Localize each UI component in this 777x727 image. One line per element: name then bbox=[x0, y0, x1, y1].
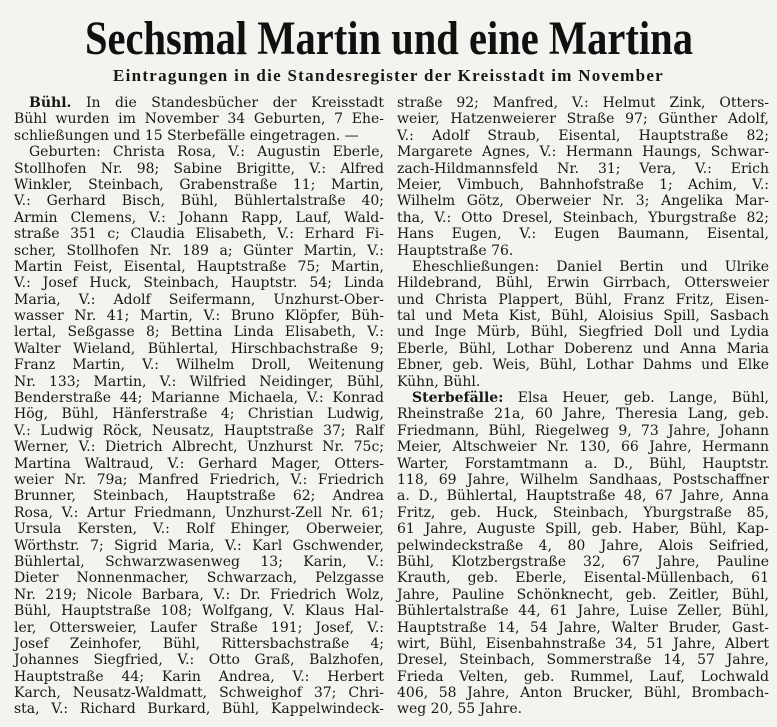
line-text: V.: Josef Huck, Steinbach, Hauptstr. 54; Linda bbox=[14, 275, 384, 292]
text-line bbox=[14, 423, 384, 439]
line-text: Dresel, Steinbach, Sommerstraße 14, 57 Jahre, bbox=[397, 652, 769, 669]
text-line bbox=[397, 177, 769, 193]
line-text: weg 20, 55 Jahre. bbox=[397, 701, 523, 718]
line-text: Elsa Heuer, geb. Lange, Bühl, bbox=[517, 390, 770, 407]
line-text: Hauptstraße 44; Karin Andrea, V.: Herbert bbox=[14, 668, 384, 685]
text-line bbox=[397, 226, 769, 242]
line-text: 61 Jahre, Auguste Spill, geb. Haber, Bühl, Kap- bbox=[397, 521, 769, 538]
text-line bbox=[14, 374, 384, 390]
line-text: sta, V.: Richard Burkard, Bühl, Kappelwindeck- bbox=[14, 701, 384, 718]
text-line bbox=[397, 554, 769, 570]
paragraph bbox=[14, 144, 384, 718]
text-line bbox=[397, 488, 769, 504]
text-line bbox=[397, 243, 769, 259]
text-line bbox=[397, 620, 769, 636]
text-line bbox=[14, 161, 384, 177]
line-text: Margarete Agnes, V.: Hermann Haungs, Schwar- bbox=[397, 144, 769, 161]
line-text: Rosa, V.: Artur Friedmann, Unzhurst-Zell Nr. 61; bbox=[14, 504, 384, 521]
line-text: Bühlertalstraße 44, 61 Jahre, Luise Zeller, Bühl, bbox=[397, 603, 769, 620]
text-line bbox=[14, 652, 384, 668]
text-line bbox=[397, 357, 769, 373]
text-line bbox=[397, 570, 769, 586]
line-text: Ursula Kersten, V.: Rolf Ehinger, Oberweier, bbox=[14, 521, 384, 538]
line-text: Geburten: Christa Rosa, V.: Augustin Eberle, bbox=[29, 144, 384, 161]
line-text: Meier, Vimbuch, Bahnhofstraße 1; Achim, V.: bbox=[397, 176, 769, 193]
line-text: Nr. 219; Nicole Barbara, V.: Dr. Friedrich Wolz, bbox=[14, 586, 384, 603]
text-line bbox=[14, 357, 384, 373]
line-text: ler, Ottersweier, Laufer Straße 191; Josef, V.: bbox=[14, 619, 384, 636]
text-line bbox=[397, 472, 769, 488]
line-text: 118, 69 Jahre, Wilhelm Sandhaas, Postschaffner bbox=[397, 471, 769, 488]
line-text: V.: Adolf Straub, Eisental, Hauptstraße 82; bbox=[397, 127, 769, 144]
line-text: Hildebrand, Bühl, Erwin Girrbach, Ottersweier bbox=[397, 275, 769, 292]
line-text: Ebner, geb. Weis, Bühl, Lothar Dahms und Elke bbox=[397, 357, 769, 374]
text-line bbox=[397, 111, 769, 127]
text-line bbox=[397, 259, 769, 275]
line-text: tha, V.: Otto Dresel, Steinbach, Yburgstraße 82; bbox=[397, 209, 769, 226]
text-line bbox=[14, 390, 384, 406]
text-line bbox=[14, 243, 384, 259]
line-text: Rheinstraße 21a, 60 Jahre, Theresia Lang, geb. bbox=[397, 406, 769, 423]
line-text: Brunner, Steinbach, Hauptstraße 62; Andrea bbox=[14, 488, 384, 505]
line-text: Dieter Nonnenmacher, Schwarzach, Pelzgasse bbox=[14, 570, 384, 587]
line-text: und Christa Plappert, Bühl, Franz Fritz, Eisen- bbox=[397, 291, 769, 308]
text-line bbox=[14, 259, 384, 275]
text-line bbox=[397, 95, 769, 111]
text-line bbox=[397, 144, 769, 160]
line-text: wasser Nr. 41; Martin, V.: Bruno Klöpfer, Büh- bbox=[14, 308, 384, 325]
line-text: Warter, Forstamtmann a. D., Bühl, Hauptstr. bbox=[397, 455, 769, 472]
line-text: Hög, Bühl, Hänferstraße 4; Christian Ludwig, bbox=[14, 406, 384, 423]
line-text: Franz Martin, V.: Wilhelm Droll, Weitenung bbox=[14, 357, 384, 374]
text-line bbox=[14, 554, 384, 570]
line-text: zach-Hildmannsfeld Nr. 31; Vera, V.: Erich bbox=[397, 160, 769, 177]
text-line bbox=[14, 538, 384, 554]
text-line bbox=[14, 620, 384, 636]
text-line bbox=[397, 603, 769, 619]
text-line bbox=[397, 193, 769, 209]
line-text: Wörthstr. 7; Sigrid Maria, V.: Karl Gschwender, bbox=[14, 537, 384, 554]
text-line bbox=[14, 669, 384, 685]
text-line bbox=[397, 341, 769, 357]
headline-row bbox=[0, 12, 777, 66]
line-text: Friedmann, Bühl, Riegelweg 9, 73 Jahre, Johann bbox=[397, 422, 769, 439]
text-line bbox=[14, 456, 384, 472]
text-line bbox=[397, 161, 769, 177]
line-text: Nr. 133; Martin, V.: Wilfried Neidinger, Bühl, bbox=[14, 373, 384, 390]
line-text: Hauptstraße 76. bbox=[397, 242, 514, 259]
line-text: Armin Clemens, V.: Johann Rapp, Lauf, Wald- bbox=[14, 209, 384, 226]
line-text: schließungen und 15 Sterbefälle eingetragen. — bbox=[14, 127, 359, 144]
text-line bbox=[14, 488, 384, 504]
text-line bbox=[14, 587, 384, 603]
line-text: a. D., Bühlertal, Hauptstraße 48, 67 Jahre, Anna bbox=[397, 488, 769, 505]
line-text: Eheschließungen: Daniel Bertin und Ulrike bbox=[412, 258, 769, 275]
text-line bbox=[14, 292, 384, 308]
line-text: 406, 58 Jahre, Anton Brucker, Bühl, Brombach- bbox=[397, 685, 769, 702]
line-text: weier Nr. 79a; Manfred Friedrich, V.: Friedrich bbox=[14, 471, 384, 488]
line-text: V.: Gerhard Bisch, Bühl, Bühlertalstraße 40; bbox=[14, 193, 384, 210]
line-text: Kühn, Bühl. bbox=[397, 373, 481, 390]
text-line bbox=[397, 210, 769, 226]
text-line bbox=[397, 275, 769, 291]
line-text: Fritz, geb. Huck, Steinbach, Yburgstraße 85, bbox=[397, 504, 769, 521]
line-text: pelwindeckstraße 4, 80 Jahre, Alois Seifried, bbox=[397, 537, 769, 554]
article-subtitle: Eintragungen in die Standesregister der Kreisstadt im November bbox=[113, 66, 664, 85]
line-text: Walter Wieland, Bühlertal, Hirschbachstraße 9; bbox=[14, 340, 384, 357]
text-line bbox=[14, 95, 384, 111]
text-line bbox=[14, 701, 384, 717]
text-line bbox=[14, 308, 384, 324]
text-line bbox=[397, 456, 769, 472]
text-line bbox=[397, 423, 769, 439]
line-text: Karch, Neusatz-Waldmatt, Schweighof 37; Chri- bbox=[14, 685, 384, 702]
line-text: In die Standesbücher der Kreisstadt bbox=[85, 95, 384, 111]
text-line bbox=[14, 177, 384, 193]
line-text: Maria, V.: Adolf Seifermann, Unzhurst-Ober- bbox=[14, 291, 384, 308]
line-text: Benderstraße 44; Marianne Michaela, V.: Konrad bbox=[14, 390, 384, 407]
text-line bbox=[397, 521, 769, 537]
text-line bbox=[397, 128, 769, 144]
text-line bbox=[14, 472, 384, 488]
line-text: Martin Feist, Eisental, Hauptstraße 75; Martin, bbox=[14, 258, 384, 275]
line-text: Krauth, geb. Eberle, Eisental-Müllenbach, 61 bbox=[397, 570, 769, 587]
text-line bbox=[14, 603, 384, 619]
line-text: scher, Stollhofen Nr. 189 a; Günter Martin, V.: bbox=[14, 242, 384, 259]
subheadline-row bbox=[0, 66, 777, 86]
line-text: V.: Ludwig Röck, Neusatz, Hauptstraße 37; Ralf bbox=[14, 422, 384, 439]
paragraph bbox=[14, 95, 384, 144]
line-text: Eberle, Bühl, Lothar Doberenz und Anna Maria bbox=[397, 340, 769, 357]
text-line bbox=[14, 275, 384, 291]
column-left bbox=[14, 95, 384, 718]
line-text: straße 92; Manfred, V.: Helmut Zink, Otters- bbox=[397, 95, 769, 111]
line-text: und Inge Mürb, Bühl, Siegfried Doll und Lydia bbox=[397, 324, 769, 341]
text-line bbox=[397, 669, 769, 685]
line-text: Bühl wurden im November 34 Geburten, 7 Ehe- bbox=[14, 111, 384, 128]
line-text: Bühl, Hauptstraße 108; Wolfgang, V. Klaus Hal- bbox=[14, 603, 384, 620]
text-line bbox=[397, 406, 769, 422]
line-text: Meier, Altschweier Nr. 130, 66 Jahre, Hermann bbox=[397, 439, 769, 456]
text-line bbox=[397, 538, 769, 554]
paragraph bbox=[397, 259, 769, 390]
paragraph bbox=[397, 390, 769, 718]
column-right bbox=[397, 95, 769, 718]
text-line bbox=[397, 292, 769, 308]
line-text: Josef Zeinhofer, Bühl, Rittersbachstraße 4; bbox=[14, 635, 384, 652]
text-line bbox=[14, 324, 384, 340]
text-line bbox=[14, 406, 384, 422]
text-line bbox=[14, 505, 384, 521]
text-line bbox=[397, 587, 769, 603]
line-text: straße 351 c; Claudia Elisabeth, V.: Erhard Fi- bbox=[14, 226, 384, 243]
text-line bbox=[14, 128, 384, 144]
text-line bbox=[397, 505, 769, 521]
text-line bbox=[14, 144, 384, 160]
text-line bbox=[397, 390, 769, 406]
line-text: Johannes Siegfried, V.: Otto Graß, Balzhofen, bbox=[14, 652, 384, 669]
line-text: Frieda Velten, geb. Rummel, Lauf, Lochwald bbox=[397, 668, 769, 685]
line-text: weier, Hatzenweierer Straße 97; Günther Adolf, bbox=[397, 111, 769, 128]
text-line bbox=[14, 636, 384, 652]
text-line bbox=[397, 636, 769, 652]
line-text: tal und Meta Kist, Bühl, Aloisius Spill, Sasbach bbox=[397, 308, 769, 325]
text-line bbox=[14, 439, 384, 455]
line-text: Stollhofen Nr. 98; Sabine Brigitte, V.: Alfred bbox=[14, 160, 384, 177]
line-text: Jahre, Pauline Schönknecht, geb. Zeitler, Bühl, bbox=[397, 586, 769, 603]
line-text: Winkler, Steinbach, Grabenstraße 11; Martin, bbox=[14, 176, 384, 193]
line-text: Hans Eugen, V.: Eugen Baumann, Eisental, bbox=[397, 226, 769, 243]
line-text: Bühl, Klotzbergstraße 32, 67 Jahre, Pauline bbox=[397, 553, 769, 570]
line-text: wirt, Bühl, Eisenbahnstraße 34, 51 Jahre, Albert bbox=[397, 635, 769, 652]
text-line bbox=[397, 439, 769, 455]
run-in-heading: Bühl. bbox=[29, 95, 72, 111]
text-line bbox=[14, 111, 384, 127]
line-text: Bühlertal, Schwarzwasenweg 13; Karin, V.: bbox=[14, 553, 384, 570]
text-line bbox=[14, 685, 384, 701]
text-line bbox=[14, 210, 384, 226]
run-in-heading: Sterbefälle: bbox=[412, 390, 504, 407]
text-line bbox=[397, 652, 769, 668]
paragraph bbox=[397, 95, 769, 259]
text-line bbox=[14, 521, 384, 537]
text-line bbox=[14, 570, 384, 586]
line-text: Wilhelm Götz, Oberweier Nr. 3; Angelika Mar- bbox=[397, 193, 769, 210]
text-line bbox=[14, 341, 384, 357]
text-line bbox=[14, 193, 384, 209]
text-line bbox=[14, 226, 384, 242]
text-line bbox=[397, 685, 769, 701]
text-line bbox=[397, 324, 769, 340]
line-text: Martina Waltraud, V.: Gerhard Mager, Otters- bbox=[14, 455, 384, 472]
text-line bbox=[397, 308, 769, 324]
line-text: lertal, Seßgasse 8; Bettina Linda Elisabeth, V.: bbox=[14, 324, 384, 341]
article-title: Sechsmal Martin und eine Martina bbox=[84, 12, 693, 65]
text-line bbox=[397, 374, 769, 390]
text-line bbox=[397, 701, 769, 717]
line-text: Hauptstraße 14, 54 Jahre, Walter Bruder, Gast- bbox=[397, 619, 769, 636]
line-text: Werner, V.: Dietrich Albrecht, Unzhurst Nr. 75c; bbox=[14, 439, 384, 456]
